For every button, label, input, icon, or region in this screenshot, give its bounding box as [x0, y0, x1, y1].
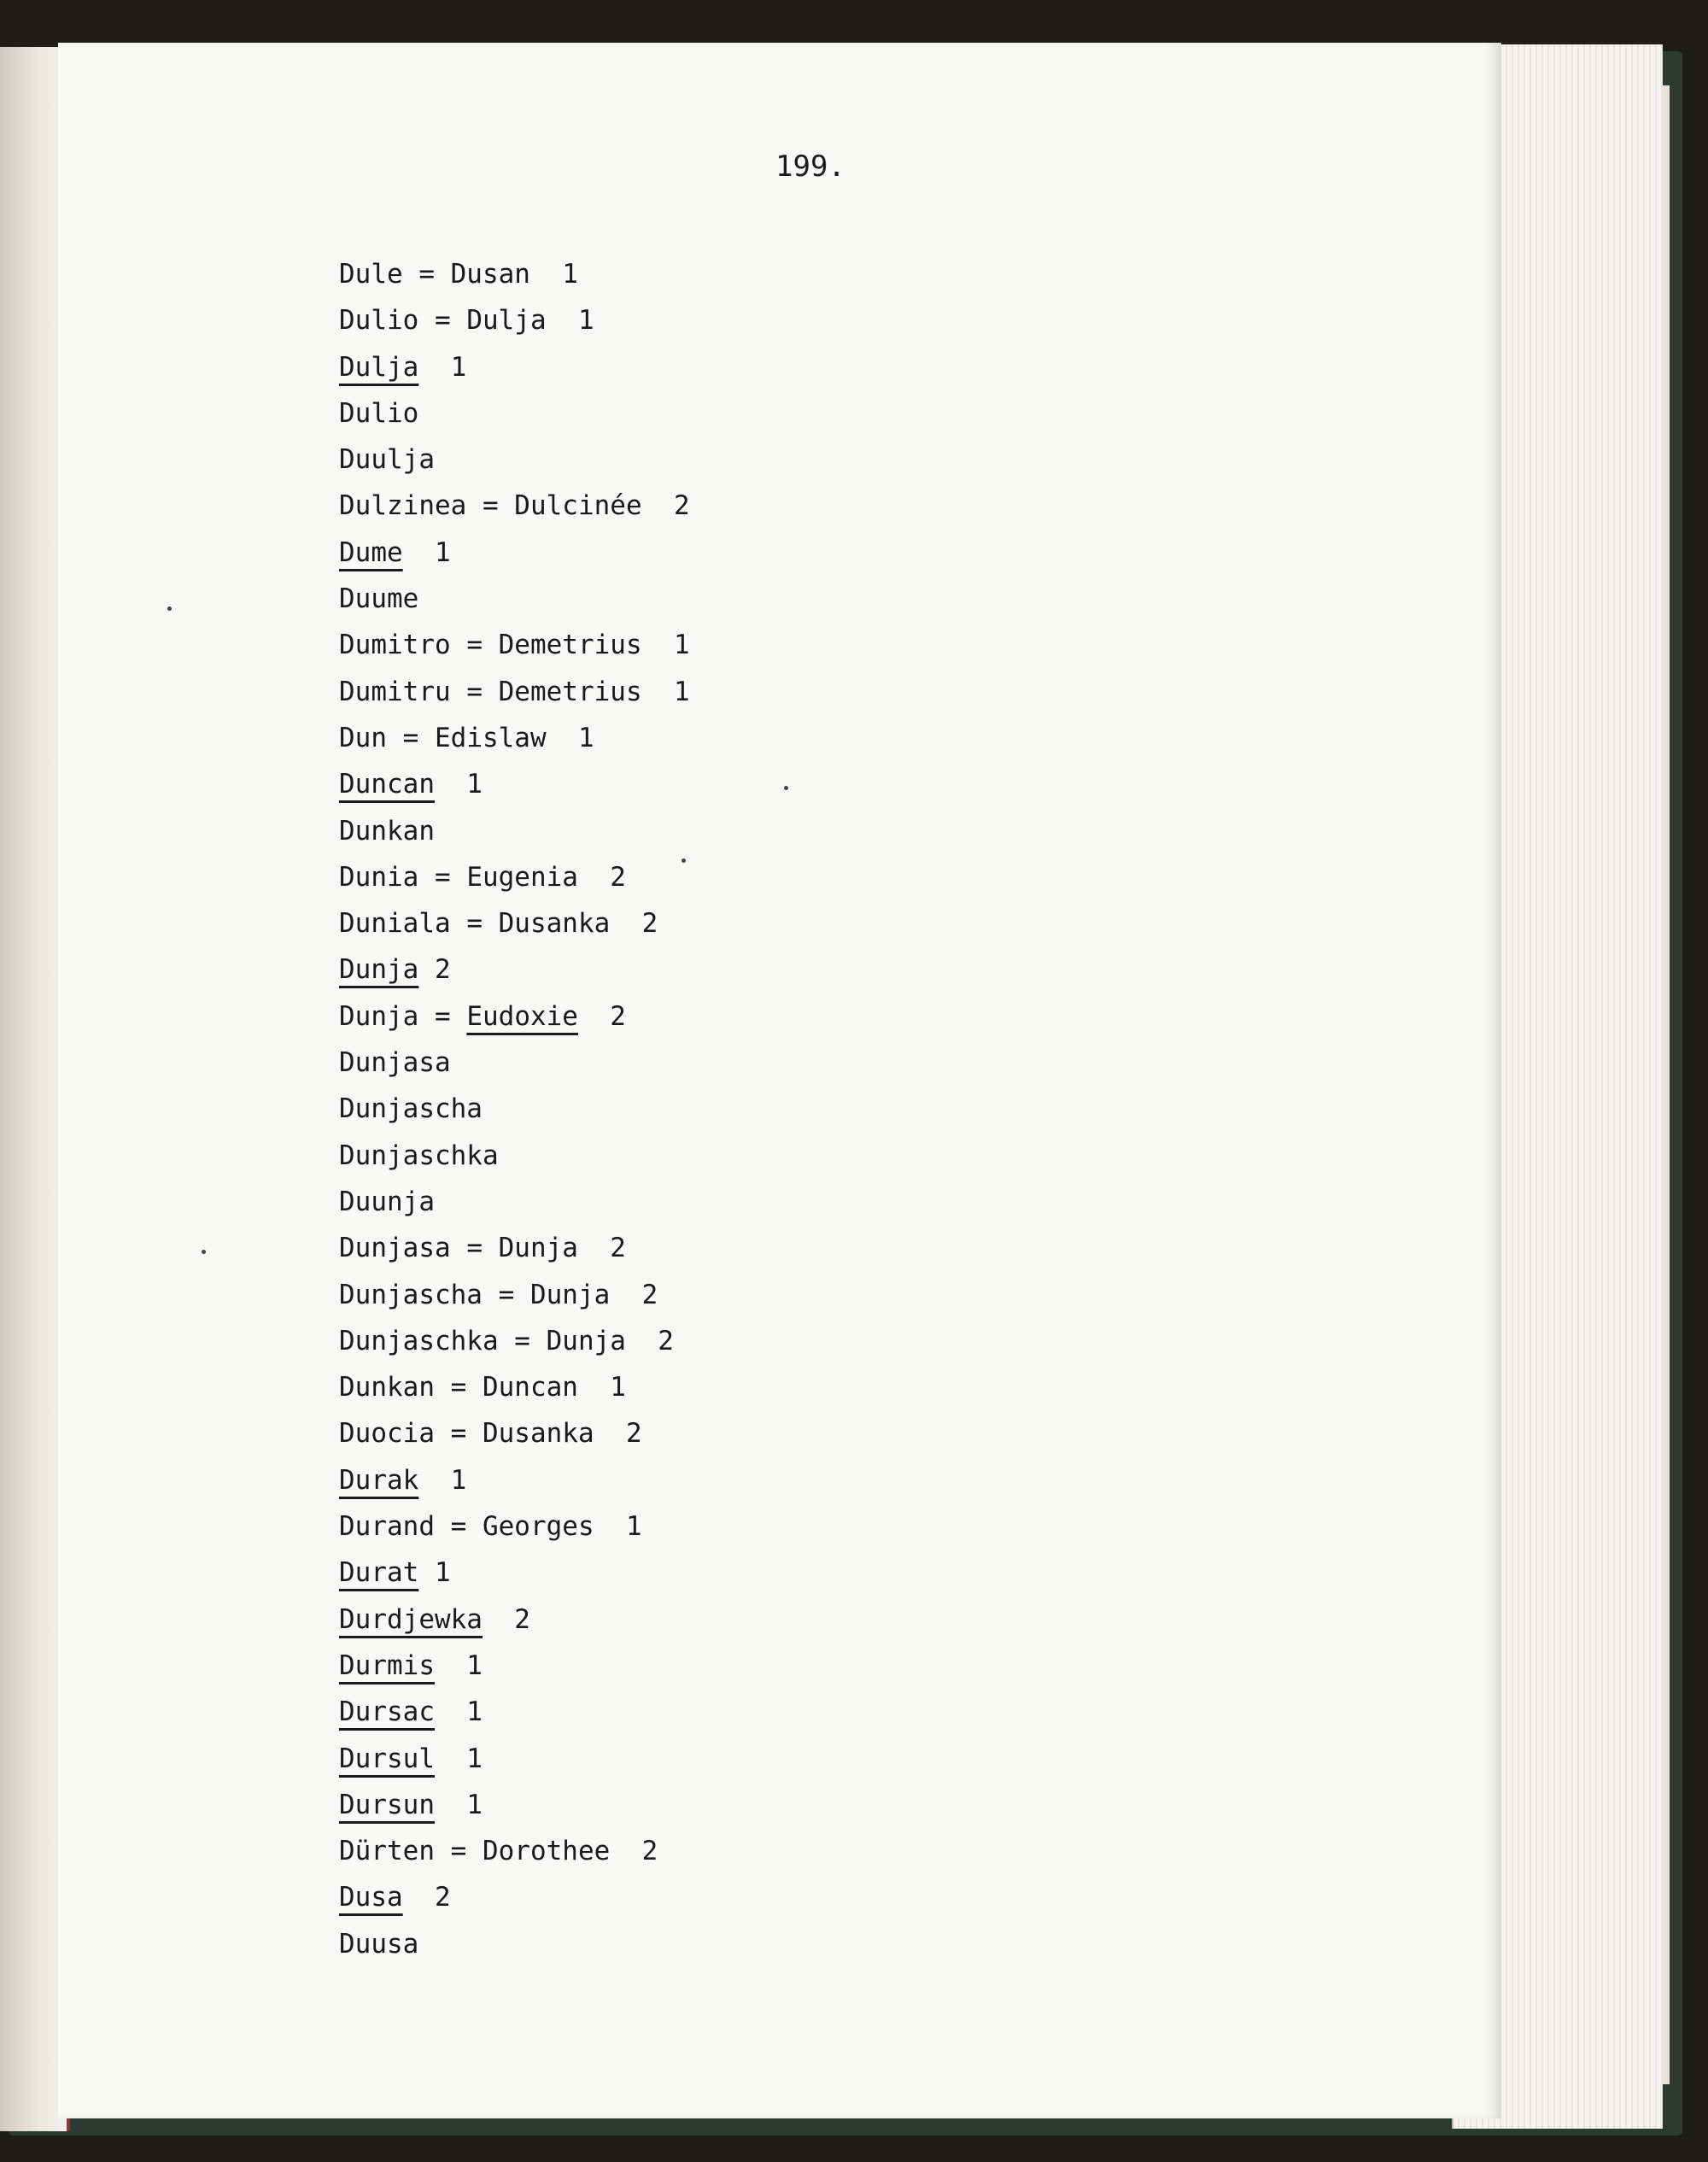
name-entry	[339, 1272, 690, 1318]
entry-name: Dunkan	[339, 1372, 435, 1403]
name-entry	[339, 1086, 690, 1132]
entry-reference: = Demetrius 1	[450, 676, 690, 707]
entry-name: Dunjasa	[339, 1233, 451, 1264]
entry-reference: = Duncan 1	[434, 1372, 626, 1403]
entry-name: Dulio	[339, 305, 419, 337]
entry-headword-underlined: Durak	[339, 1464, 419, 1496]
entry-reference: = Dunja 2	[482, 1279, 658, 1310]
name-entry	[339, 715, 690, 761]
entry-reference: 1	[434, 1743, 483, 1774]
name-entry	[339, 437, 690, 483]
page-number: 199.	[775, 149, 845, 184]
name-entry	[339, 1364, 690, 1410]
name-entry	[339, 1457, 690, 1503]
entry-reference: 2	[402, 1882, 451, 1913]
entry-name: Dule	[339, 259, 403, 290]
entry-headword-underlined: Dusa	[339, 1882, 403, 1913]
entry-name: Dunjaschka	[339, 1140, 499, 1171]
name-entry	[339, 946, 690, 993]
paper-speck	[681, 858, 686, 863]
name-entry	[339, 761, 690, 807]
name-entry	[339, 390, 690, 437]
entry-reference: 1	[434, 1789, 483, 1820]
name-entry	[339, 1503, 690, 1550]
entry-reference: = Dusanka 2	[450, 908, 658, 940]
entry-name: Dumitru	[339, 676, 451, 707]
name-entry	[339, 1782, 690, 1828]
entry-name: Dunjascha	[339, 1093, 483, 1125]
entry-headword-underlined: Dume	[339, 536, 403, 568]
entry-name: Duocia	[339, 1418, 435, 1450]
name-entry	[339, 1689, 690, 1735]
entry-name: Dunja	[339, 1000, 419, 1032]
name-entry	[339, 1133, 690, 1179]
entry-name: Dunjasa	[339, 1047, 451, 1079]
name-entry	[339, 1643, 690, 1689]
entry-reference: 1	[434, 1696, 483, 1728]
entry-reference: = Demetrius 1	[450, 630, 690, 661]
entry-reference: = Edislaw 1	[387, 722, 594, 753]
name-entry	[339, 1736, 690, 1782]
name-entry	[339, 251, 690, 297]
entry-headword-underlined: Dunja	[339, 954, 419, 986]
name-entry	[339, 483, 690, 529]
entry-name: Dulzinea	[339, 490, 467, 522]
name-entry	[339, 1225, 690, 1271]
book-page	[58, 43, 1501, 2118]
entry-reference: 1	[402, 536, 451, 568]
name-entry	[339, 854, 690, 900]
entry-reference: 1	[418, 1464, 467, 1496]
entry-name: Duusa	[339, 1928, 419, 1960]
paper-speck	[167, 606, 172, 611]
entry-reference: 1	[418, 351, 467, 383]
name-entry	[339, 993, 690, 1040]
name-entry	[339, 1179, 690, 1225]
name-entry	[339, 1921, 690, 1967]
paper-speck	[202, 1250, 206, 1254]
entry-headword-underlined: Durat	[339, 1557, 419, 1589]
entry-headword-underlined: Duncan	[339, 769, 435, 800]
entry-name: Dulio	[339, 397, 419, 429]
entry-name: Dunkan	[339, 815, 435, 847]
entry-reference-underlined: Eudoxie	[466, 1000, 578, 1032]
name-entry	[339, 344, 690, 390]
entry-reference: = Dulja 1	[418, 305, 594, 337]
entry-reference: 2	[482, 1603, 530, 1635]
entry-name: Durand	[339, 1511, 435, 1543]
entry-reference: = Georges 1	[434, 1511, 642, 1543]
entry-name: Dunia	[339, 861, 419, 893]
entry-reference: = Eugenia 2	[418, 861, 626, 893]
name-entry	[339, 576, 690, 622]
name-entry	[339, 1874, 690, 1920]
entry-reference: 1	[434, 769, 483, 800]
entry-headword-underlined: Dulja	[339, 351, 419, 383]
name-entry	[339, 1040, 690, 1086]
entry-name: Dumitro	[339, 630, 451, 661]
name-entry	[339, 1597, 690, 1643]
entry-reference: 2	[418, 954, 451, 986]
name-entry	[339, 1318, 690, 1364]
name-entry	[339, 530, 690, 576]
entry-reference: = Dorothee 2	[434, 1836, 658, 1867]
entry-headword-underlined: Dursac	[339, 1696, 435, 1728]
name-entry-list	[339, 251, 690, 1967]
entry-name: Duunja	[339, 1186, 435, 1217]
entry-name: Duulja	[339, 444, 435, 476]
entry-reference: = Eudoxie 2	[418, 1000, 626, 1032]
entry-name: Dun	[339, 722, 387, 753]
entry-reference: = Dusan 1	[402, 259, 578, 290]
entry-reference: = Dunja 2	[498, 1325, 674, 1356]
name-entry	[339, 297, 690, 343]
entry-reference: = Dulcinée 2	[466, 490, 690, 522]
entry-headword-underlined: Durmis	[339, 1649, 435, 1681]
name-entry	[339, 808, 690, 854]
entry-name: Duume	[339, 583, 419, 615]
entry-headword-underlined: Dursul	[339, 1743, 435, 1774]
name-entry	[339, 622, 690, 668]
entry-name: Duniala	[339, 908, 451, 940]
entry-headword-underlined: Durdjewka	[339, 1603, 483, 1635]
name-entry	[339, 900, 690, 946]
entry-reference: = Dunja 2	[450, 1233, 626, 1264]
paper-speck	[784, 786, 788, 790]
entry-name: Dürten	[339, 1836, 435, 1867]
entry-reference: 1	[434, 1649, 483, 1681]
entry-name: Dunjaschka	[339, 1325, 499, 1356]
name-entry	[339, 1550, 690, 1596]
entry-reference: 1	[418, 1557, 451, 1589]
entry-headword-underlined: Dursun	[339, 1789, 435, 1820]
name-entry	[339, 669, 690, 715]
entry-reference: = Dusanka 2	[434, 1418, 642, 1450]
entry-name: Dunjascha	[339, 1279, 483, 1310]
name-entry	[339, 1410, 690, 1456]
name-entry	[339, 1828, 690, 1874]
